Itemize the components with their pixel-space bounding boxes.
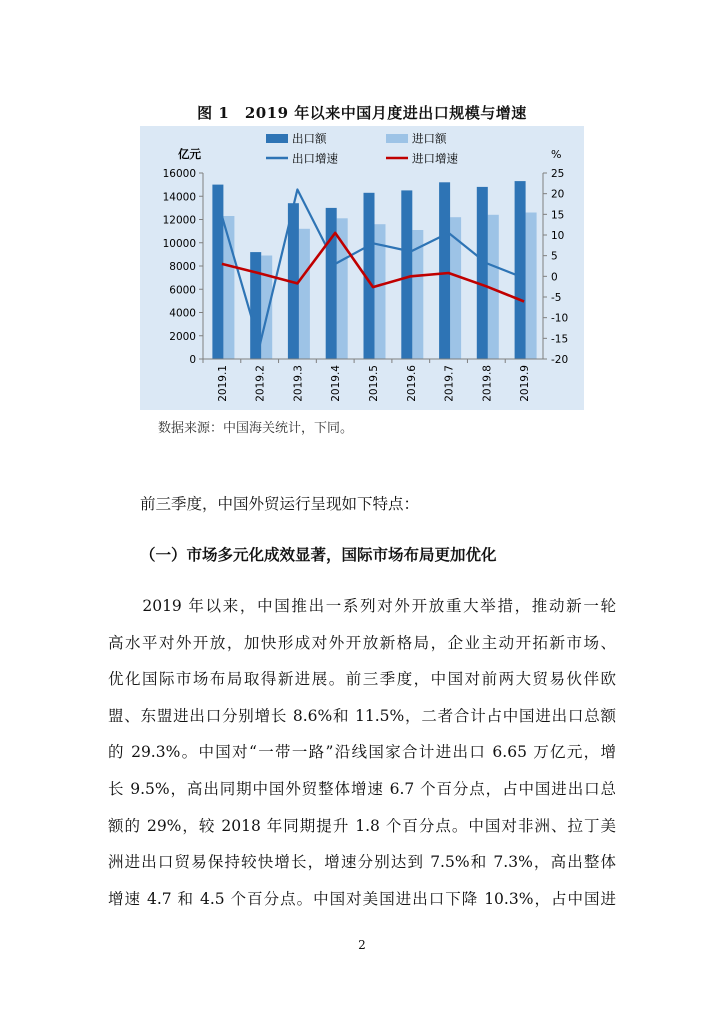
export-bar: [401, 190, 412, 359]
section-heading: （一）市场多元化成效显著，国际市场布局更加优化: [140, 545, 497, 564]
chart: [140, 126, 584, 410]
legend-label: 进口额: [412, 131, 447, 146]
left-tick-label: 14000: [162, 191, 196, 204]
right-tick-label: 15: [551, 209, 565, 222]
category-label: 2019.3: [292, 365, 305, 402]
import-bar: [299, 229, 310, 359]
category-label: 2019.5: [368, 365, 380, 402]
right-tick-label: 20: [551, 188, 565, 201]
left-tick-label: 10000: [162, 237, 196, 250]
left-tick-label: 4000: [169, 307, 196, 320]
body-line: 优化国际市场布局取得新进展。前三季度，中国对前两大贸易伙伴欧: [108, 670, 616, 689]
right-tick-label: 10: [551, 230, 565, 242]
right-tick-label: -5: [551, 292, 562, 304]
body-line: 高水平对外开放，加快形成对外开放新格局，企业主动开拓新市场、: [108, 633, 616, 652]
export-bar: [515, 181, 526, 359]
legend-swatch: [386, 134, 408, 143]
body-line: 额的 29%，较 2018 年同期提升 1.8 个百分点。中国对非洲、拉丁美: [108, 816, 616, 835]
body-line: 增速 4.7 和 4.5 个百分点。中国对美国进出口下降 10.3%，占中国进: [108, 889, 616, 908]
export-bar: [212, 185, 223, 359]
export-bar: [326, 208, 337, 359]
export-bar: [439, 182, 450, 359]
body-paragraph: [108, 588, 616, 917]
body-line: 盟、东盟进出口分别增长 8.6%和 11.5%，二者合计占中国进出口总额: [108, 706, 616, 725]
body-line: 长 9.5%，高出同期中国外贸整体增速 6.7 个百分点，占中国进出口总: [108, 779, 616, 798]
category-label: 2019.6: [405, 365, 418, 402]
legend-label: 出口增速: [292, 151, 338, 166]
intro-paragraph: 前三季度，中国外贸运行呈现如下特点：: [140, 495, 420, 513]
category-label: 2019.1: [216, 365, 229, 402]
left-tick-label: 6000: [169, 284, 196, 297]
category-label: 2019.8: [481, 365, 494, 402]
right-tick-label: 0: [551, 271, 558, 284]
legend-label: 进口增速: [412, 151, 458, 166]
right-axis-unit: %: [551, 148, 562, 161]
body-line: 的 29.3%。中国对“一带一路”沿线国家合计进出口 6.65 万亿元，增: [108, 743, 616, 762]
data-source-note: 数据来源：中国海关统计，下同。: [158, 421, 354, 436]
category-label: 2019.2: [254, 365, 267, 402]
figure-title: 图 1 2019 年以来中国月度进出口规模与增速: [197, 104, 527, 122]
legend-swatch: [266, 134, 288, 143]
left-axis-unit: 亿元: [178, 147, 201, 161]
left-tick-label: 0: [189, 354, 196, 366]
right-tick-label: 25: [551, 168, 565, 180]
category-label: 2019.4: [330, 365, 343, 402]
legend-label: 出口额: [292, 131, 327, 146]
page-number: 2: [358, 938, 366, 952]
right-tick-label: -10: [551, 312, 569, 325]
category-label: 2019.7: [443, 365, 456, 402]
body-line: 洲进出口贸易保持较快增长，增速分别达到 7.5%和 7.3%，高出整体: [108, 853, 616, 872]
category-label: 2019.9: [519, 365, 532, 402]
right-tick-label: -15: [551, 333, 569, 346]
right-tick-label: 5: [551, 250, 558, 263]
left-tick-label: 12000: [162, 214, 196, 227]
right-tick-label: -20: [551, 354, 569, 366]
left-tick-label: 8000: [169, 261, 196, 273]
import-bar: [261, 256, 272, 360]
left-tick-label: 16000: [162, 168, 196, 180]
left-tick-label: 2000: [169, 330, 196, 343]
import-bar: [526, 213, 537, 360]
export-bar: [477, 187, 488, 359]
body-line: 2019 年以来，中国推出一系列对外开放重大举措，推动新一轮: [108, 597, 616, 615]
chart-container: [140, 126, 584, 410]
